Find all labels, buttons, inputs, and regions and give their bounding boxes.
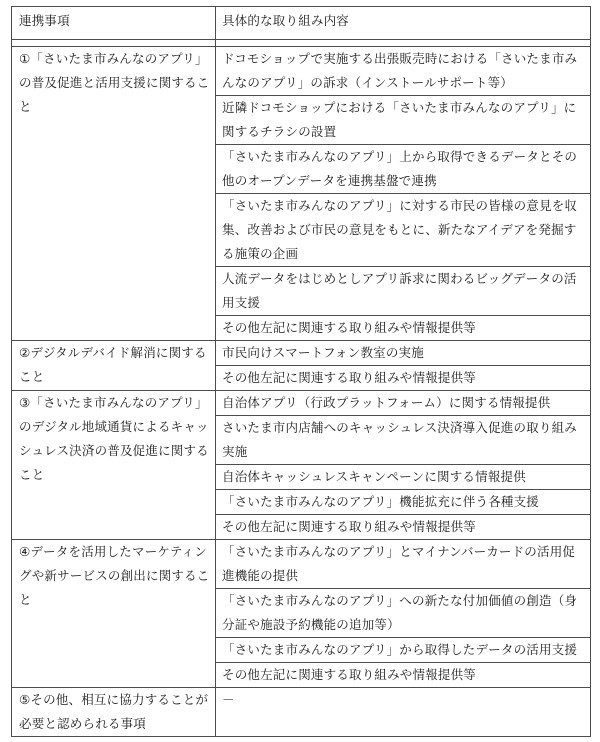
action-item: 人流データをはじめとしアプリ訴求に関わるビッグデータの活用支援 xyxy=(216,267,591,316)
header-collaboration-item: 連携事項 xyxy=(12,7,216,40)
section-title-2: ②デジタルデバイド解消に関すること xyxy=(12,341,216,391)
section-title-3: ③「さいたま市みんなのアプリ」のデジタル地域通貨によるキャッシュレス決済の普及促進に関すること xyxy=(12,391,216,540)
table-row xyxy=(12,341,591,366)
action-item: 「さいたま市みんなのアプリ」とマイナンバーカードの活用促進機能の提供 xyxy=(216,540,591,589)
action-item: 近隣ドコモショップにおける「さいたま市みんなのアプリ」に関するチラシの設置 xyxy=(216,96,591,145)
action-item: その他左記に関連する取り組みや情報提供等 xyxy=(216,663,591,688)
section-title-5: ⑤その他、相互に協力することが必要と認められる事項 xyxy=(12,688,216,737)
action-item: ドコモショップで実施する出張販売時における「さいたま市みんなのアプリ」の訴求（インストールサポート等） xyxy=(216,47,591,96)
action-item: 「さいたま市みんなのアプリ」上から取得できるデータとその他のオープンデータを連携基盤で連携 xyxy=(216,145,591,194)
table-header-row xyxy=(12,7,591,40)
action-item: － xyxy=(216,688,591,737)
action-item: さいたま市内店舗へのキャッシュレス決済導入促進の取り組み実施 xyxy=(216,416,591,465)
action-item: その他左記に関連する取り組みや情報提供等 xyxy=(216,515,591,540)
table-row xyxy=(12,47,591,96)
action-item: 「さいたま市みんなのアプリ」に対する市民の皆様の意見を収集、改善および市民の意見をもとに、新たなアイデアを発掘する施策の企画 xyxy=(216,194,591,267)
table-row xyxy=(12,688,591,737)
action-item: 自治体アプリ（行政プラットフォーム）に関する情報提供 xyxy=(216,391,591,416)
action-item: 自治体キャッシュレスキャンペーンに関する情報提供 xyxy=(216,465,591,490)
action-item: その他左記に関連する取り組みや情報提供等 xyxy=(216,366,591,391)
action-item: 「さいたま市みんなのアプリ」機能拡充に伴う各種支援 xyxy=(216,490,591,515)
header-spacer-row xyxy=(12,40,591,47)
collaboration-table xyxy=(11,6,591,737)
action-item: その他左記に関連する取り組みや情報提供等 xyxy=(216,316,591,341)
table-row xyxy=(12,540,591,589)
action-item: 「さいたま市みんなのアプリ」への新たな付加価値の創造（身分証や施設予約機能の追加等） xyxy=(216,589,591,638)
section-title-4: ④データを活用したマーケティングや新サービスの創出に関すること xyxy=(12,540,216,688)
action-item: 市民向けスマートフォン教室の実施 xyxy=(216,341,591,366)
action-item: 「さいたま市みんなのアプリ」から取得したデータの活用支援 xyxy=(216,638,591,663)
table-row xyxy=(12,391,591,416)
header-specific-actions: 具体的な取り組み内容 xyxy=(216,7,591,40)
section-title-1: ①「さいたま市みんなのアプリ」の普及促進と活用支援に関すること xyxy=(12,47,216,341)
